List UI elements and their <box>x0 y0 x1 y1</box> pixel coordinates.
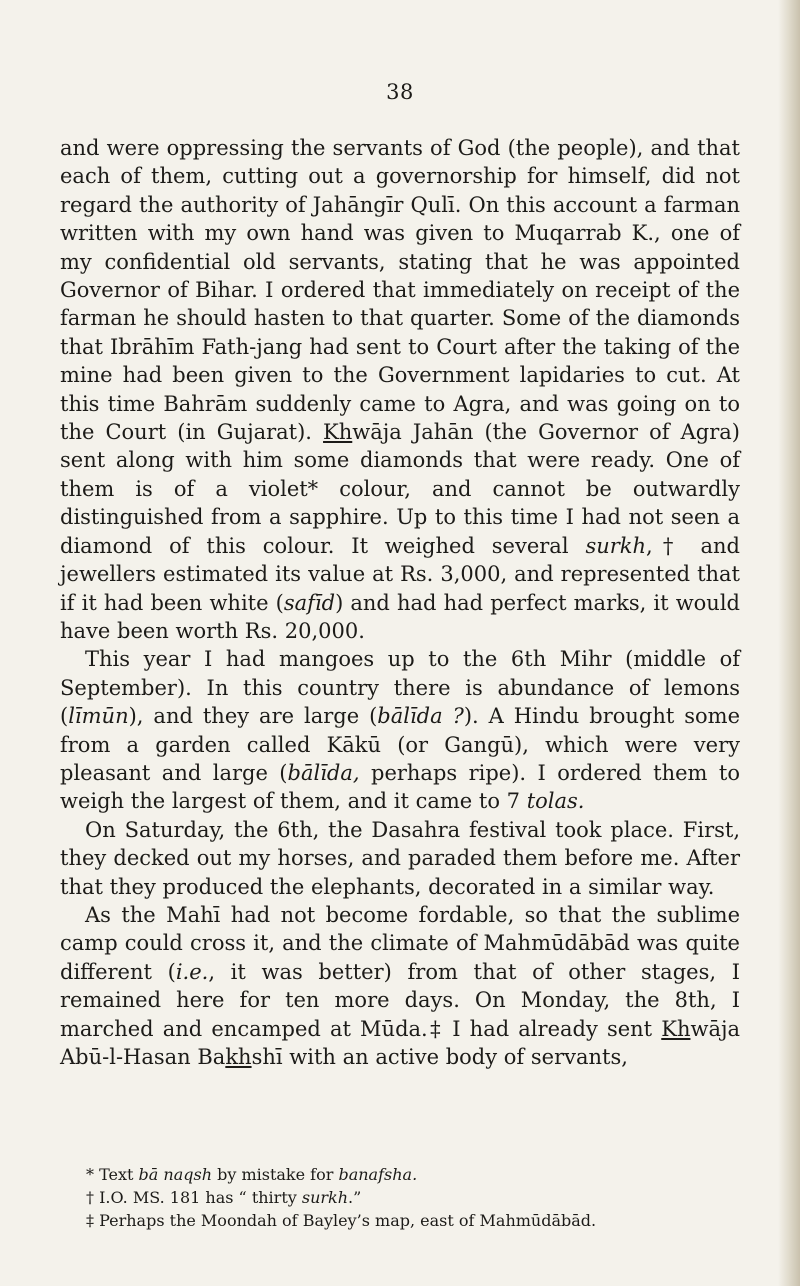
paragraph-1 <box>60 134 740 645</box>
paragraph-text-segment: Kh <box>661 1016 691 1041</box>
footnote-text-segment: ‡ Perhaps the Moondah of Bayley’s map, east of Mahmūdābād. <box>86 1211 597 1230</box>
paragraph-text-segment: bālīda ? <box>377 704 464 729</box>
paragraph-text-segment: ), and they are large ( <box>128 704 378 729</box>
footnote-2 <box>86 1186 740 1209</box>
paragraph-text-segment: bālīda, <box>287 760 360 785</box>
paragraph-4 <box>60 901 740 1071</box>
page-edge-shadow <box>778 0 800 1286</box>
paragraph-text-segment: i.e. <box>175 959 209 984</box>
paragraph-2 <box>60 645 740 815</box>
paragraph-text-segment: This year I had mangoes up to the 6th Mihr (middle of September). In this country there is abundance of lemons ( <box>60 647 740 729</box>
paragraph-text-segment: tolas. <box>526 789 585 814</box>
footnotes <box>86 1163 740 1232</box>
footnote-1 <box>86 1163 740 1186</box>
paragraph-text-segment: ). A Hindu brought some from a garden called Kākū (or Gangū), which were very pleasant and large ( <box>60 704 741 785</box>
paragraph-text-segment: surkh <box>585 533 647 558</box>
footnote-text-segment: by mistake for <box>212 1165 339 1184</box>
footnote-3 <box>86 1209 740 1232</box>
footnote-text-segment: * Text <box>86 1165 139 1184</box>
paragraph-text-segment: shī with an active body of servants, <box>251 1045 628 1069</box>
footnote-text-segment: .” <box>348 1188 362 1207</box>
paragraph-text-segment: On Saturday, the 6th, the Dasahra festival took place. First, they decked out my horses, and paraded them before me. After that they produced the elephants, decorated in a similar way. <box>60 817 740 899</box>
paragraph-text-segment: wāja Jahān (the Governor of Agra) sent along with him some diamonds that were ready. One of them is of a violet* colour, and cannot be outwardly distinguished from a sapphire. Up to this time I had not seen a diamond of this colour. It weighed several <box>60 420 740 558</box>
body-text <box>60 134 740 1071</box>
paragraph-text-segment: līmūn <box>68 704 129 729</box>
paragraph-text-segment: As the Mahī had not become fordable, so that the sublime camp could cross it, and the climate of Mahmūdābād was quite different ( <box>60 902 740 984</box>
paragraph-text-segment: safīd <box>283 590 336 615</box>
paragraph-text-segment: ) and had had perfect marks, it would have been worth Rs. 20,000. <box>60 590 740 643</box>
paragraph-text-segment: perhaps ripe). I ordered them to weigh the largest of them, and it came to 7 <box>60 760 740 814</box>
footnote-text-segment: † I.O. MS. 181 has “ thirty <box>86 1188 302 1207</box>
paragraph-text-segment: wāja Abū-l-Hasan Ba <box>60 1016 740 1069</box>
paragraph-text-segment: kh <box>225 1045 252 1069</box>
footnote-text-segment: surkh <box>301 1188 349 1207</box>
paragraph-text-segment: Kh <box>323 420 353 445</box>
paragraph-text-segment: and were oppressing the servants of God (the people), and that each of them, cutting out a governorship for himself, did not regard the authority of Jahāngīr Qulī. On this account a farman written with my own hand was given to Muqarrab K., one of my confidential old servants, stating that he was appointed Governor of Bihar. I ordered that immediately on receipt of the farman he should hasten to that quarter. Some of the diamonds that Ibrāhīm Fath-jang had sent to Court after the taking of the mine had been given to the Government lapidaries to cut. At this time Bahrām suddenly came to Agra, and was going on to the Court (in Gujarat). <box>60 136 740 445</box>
paragraph-3 <box>60 816 740 901</box>
footnote-text-segment: bā naqsh <box>138 1165 212 1184</box>
page-number: 38 <box>386 80 414 104</box>
footnote-text-segment: banafsha. <box>338 1165 418 1184</box>
paragraph-text-segment: ,† and jewellers estimated its value at Rs. 3,000, and represented that if it had been white ( <box>60 533 740 615</box>
paragraph-text-segment: , it was better) from that of other stages, I remained here for ten more days. On Monday, the 8th, I marched and encamped at Mūda.‡ I had already sent <box>60 959 740 1041</box>
